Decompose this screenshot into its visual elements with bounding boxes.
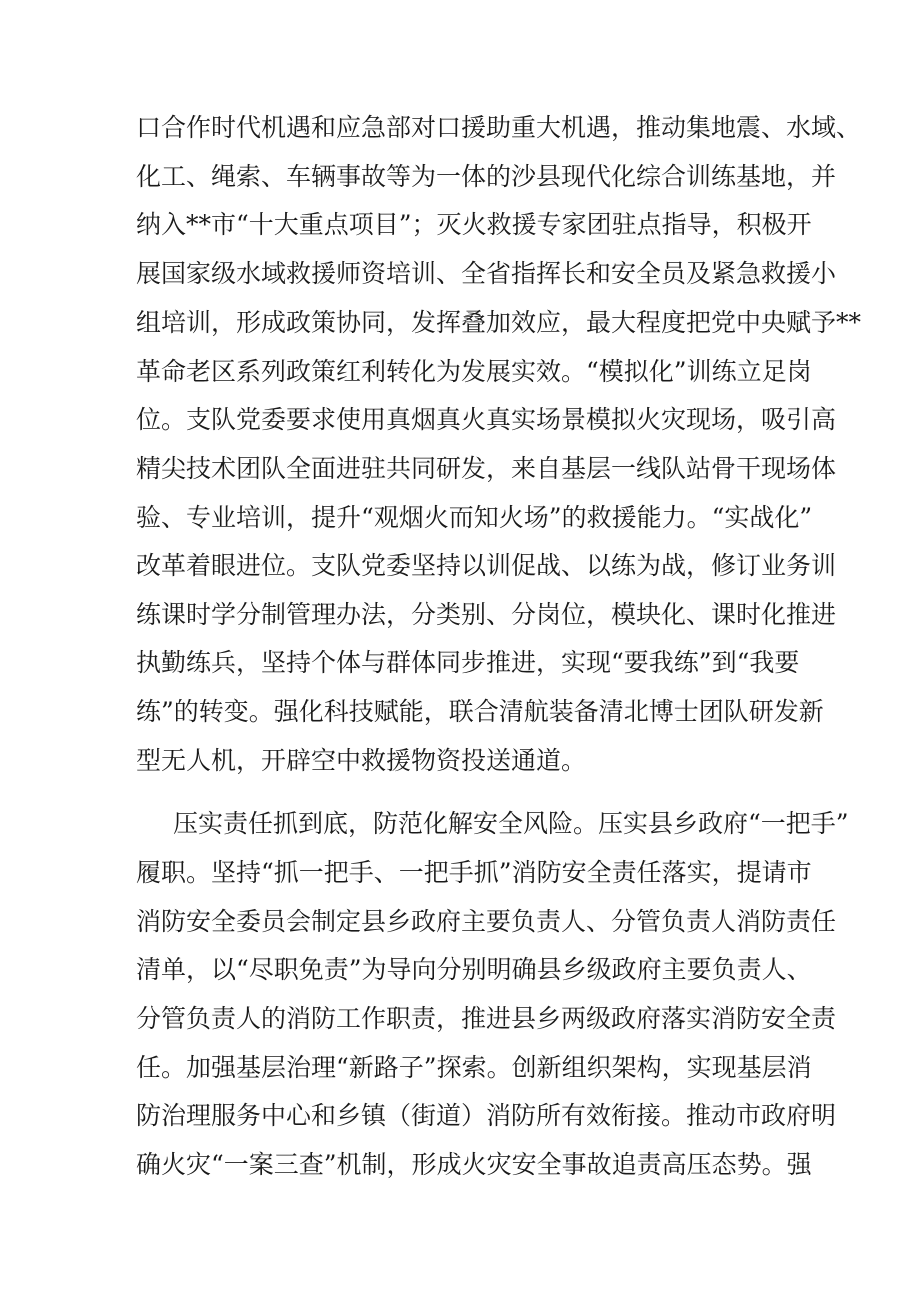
paragraph-line: 执勤练兵，坚持个体与群体同步推进，实现“要我练”到“我要 bbox=[136, 648, 800, 677]
paragraph-line: 履职。坚持“抓一把手、一把手抓”消防安全责任落实，提请市 bbox=[136, 858, 812, 887]
paragraph-line: 口合作时代机遇和应急部对口援助重大机遇，推动集地震、水域、 bbox=[136, 113, 862, 142]
paragraph-line: 清单，以“尽职免责”为导向分别明确县乡级政府主要负责人、 bbox=[136, 955, 812, 984]
paragraph-line: 练”的转变。强化科技赋能，联合清航装备清北博士团队研发新 bbox=[136, 697, 824, 726]
paragraph-line: 组培训，形成政策协同，发挥叠加效应，最大程度把党中央赋予** bbox=[136, 308, 862, 337]
paragraph-line: 位。支队党委要求使用真烟真火真实场景模拟火灾现场，吸引高 bbox=[136, 405, 837, 434]
paragraph-line: 验、专业培训，提升“观烟火而知火场”的救援能力。“实战化” bbox=[136, 503, 813, 532]
paragraph-line: 分管负责人的消防工作职责，推进县乡两级政府落实消防安全责 bbox=[136, 1004, 837, 1033]
paragraph-line: 精尖技术团队全面进驻共同研发，来自基层一线队站骨干现场体 bbox=[136, 454, 837, 483]
paragraph-line: 纳入**市“十大重点项目”；灭火救援专家团驻点指导，积极开 bbox=[136, 210, 812, 239]
paragraph-line: 任。加强基层治理“新路子”探索。创新组织架构，实现基层消 bbox=[136, 1053, 812, 1082]
paragraph-line: 防治理服务中心和乡镇（街道）消防所有效衔接。推动市政府明 bbox=[136, 1101, 837, 1130]
paragraph-line: 改革着眼进位。支队党委坚持以训促战、以练为战，修订业务训 bbox=[136, 551, 837, 580]
paragraph-line: 型无人机，开辟空中救援物资投送通道。 bbox=[136, 746, 587, 775]
paragraph-line: 化工、绳索、车辆事故等为一体的沙县现代化综合训练基地，并 bbox=[136, 162, 837, 191]
paragraph-line: 消防安全委员会制定县乡政府主要负责人、分管负责人消防责任 bbox=[136, 907, 837, 936]
paragraph-line: 确火灾“一案三查”机制，形成火灾安全事故追责高压态势。强 bbox=[136, 1150, 812, 1179]
paragraph-line: 练课时学分制管理办法，分类别、分岗位，模块化、课时化推进 bbox=[136, 600, 837, 629]
paragraph-line: 展国家级水域救援师资培训、全省指挥长和安全员及紧急救援小 bbox=[136, 259, 837, 288]
paragraph-line: 压实责任抓到底，防范化解安全风险。压实县乡政府“一把手” bbox=[173, 809, 849, 838]
paragraph-line: 革命老区系列政策红利转化为发展实效。“模拟化”训练立足岗 bbox=[136, 357, 812, 386]
